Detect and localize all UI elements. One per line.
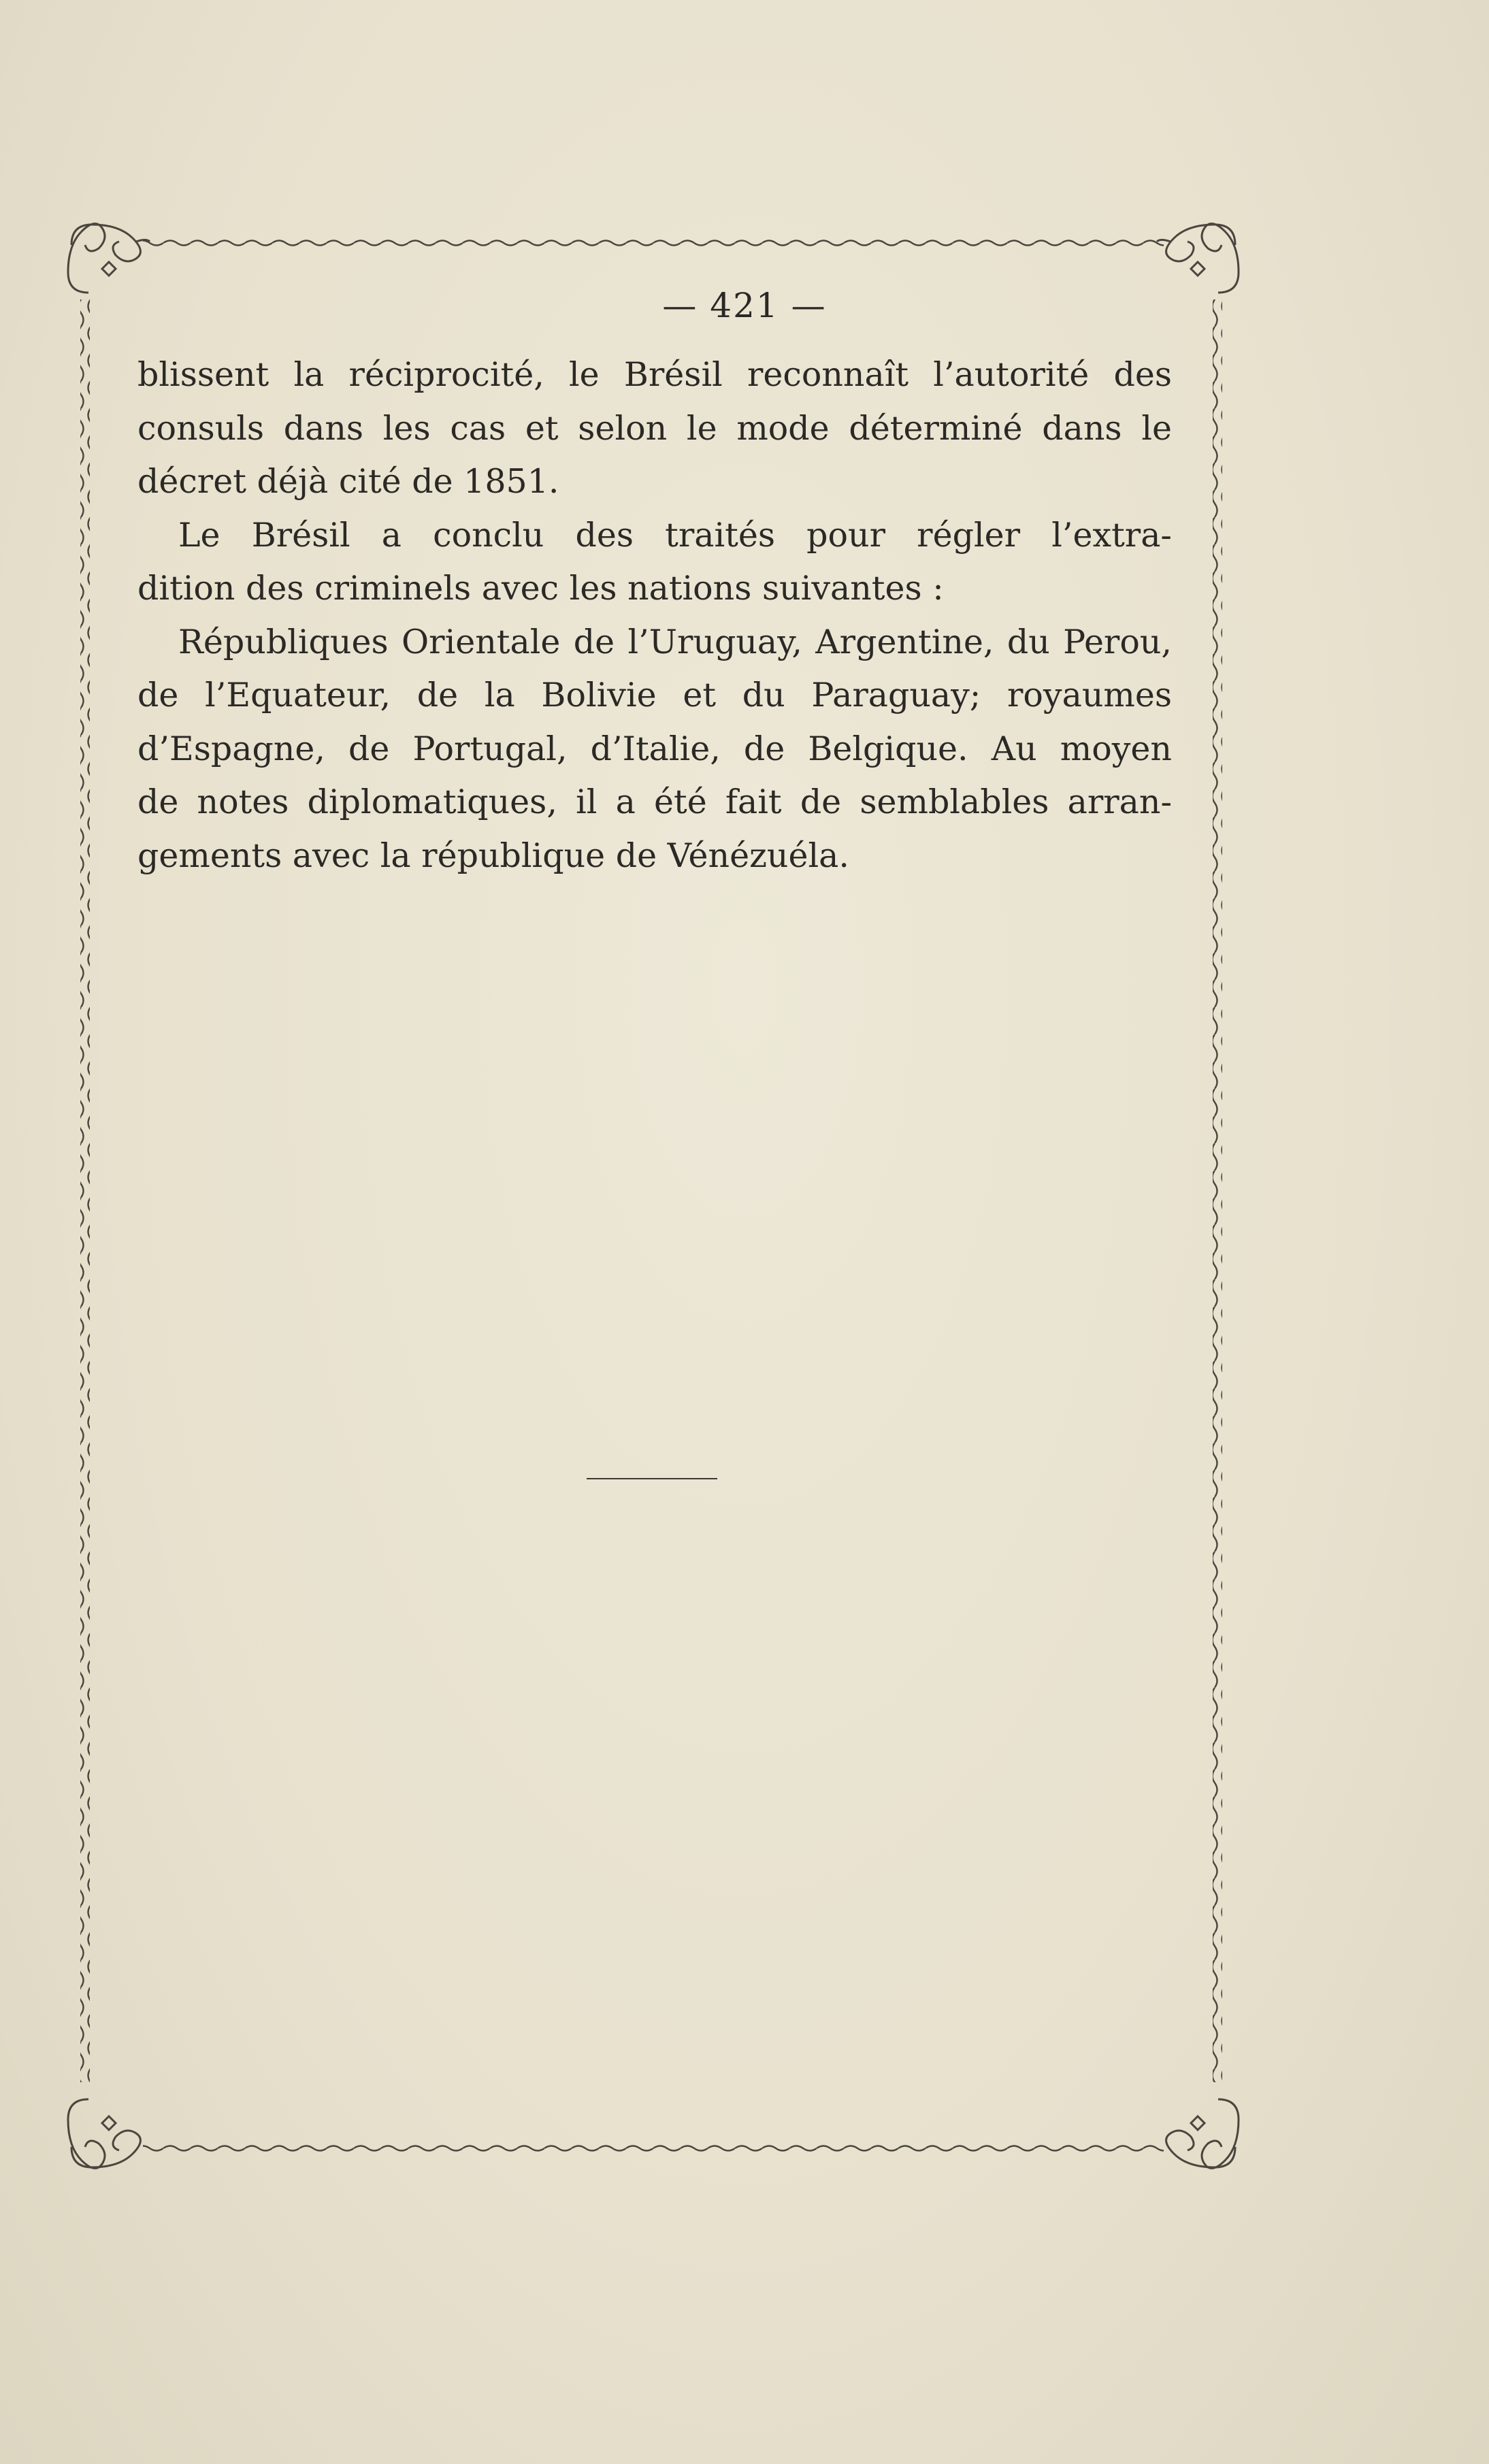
corner-ornament-bottom-right [1166, 2099, 1239, 2168]
text-line: de l’Equateur, de la Bolivie et du Paraguay; royaumes [137, 676, 1172, 714]
text-line: blissent la réciprocité, le Brésil reconnaît l’autorité des [137, 355, 1172, 394]
body-text [137, 348, 1172, 883]
text-line: gements avec la république de Vénézuéla. [137, 836, 849, 875]
corner-ornament-top-left [68, 224, 150, 293]
border-left [80, 299, 90, 2082]
page-number: — 421 — [662, 286, 827, 325]
border-bottom [143, 2143, 1164, 2153]
border-right [1213, 299, 1222, 2082]
text-line: dition des criminels avec les nations suivantes : [137, 569, 944, 608]
text-line: Républiques Orientale de l’Uruguay, Argentine, du Perou, [178, 622, 1172, 661]
corner-ornament-bottom-left [68, 2099, 140, 2168]
text-line: consuls dans les cas et selon le mode déterminé dans le [137, 408, 1172, 448]
corner-ornament-top-right [1157, 224, 1239, 293]
text-line: d’Espagne, de Portugal, d’Italie, de Belgique. Au moyen [137, 729, 1172, 768]
border-top [143, 237, 1164, 246]
text-line: Le Brésil a conclu des traités pour régler l’extra- [178, 515, 1172, 555]
section-rule [587, 1478, 717, 1479]
text-line: décret déjà cité de 1851. [137, 462, 559, 501]
text-line: de notes diplomatiques, il a été fait de semblables arran- [137, 783, 1172, 821]
